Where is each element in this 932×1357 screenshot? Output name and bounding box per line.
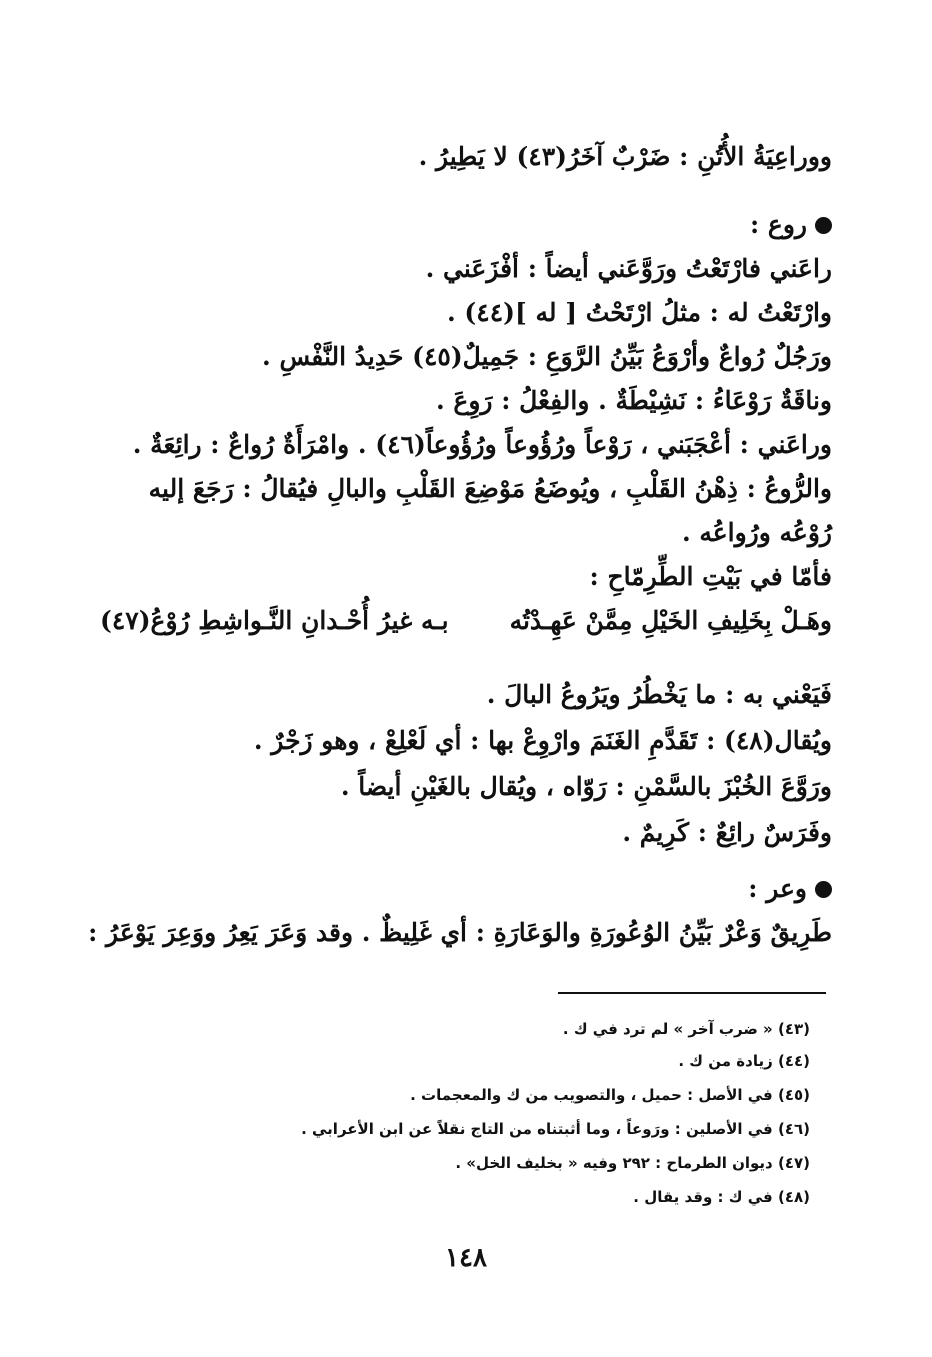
footnote-divider [558, 992, 826, 994]
bullet-icon [815, 217, 832, 234]
text-line: فأمّا في بَيْتِ الطِّرِمّاحِ : [589, 562, 832, 591]
heading-text: روع : [750, 210, 807, 239]
text-line: والرُّوعُ : ذِهْنُ القَلْبِ ، ويُوضَعُ مَوْضِعَ القَلْبِ والبالِ فيُقالُ : رَجَعَ إليه [148, 474, 832, 503]
verse-first-hemistich: وهَـلْ بِخَلِيفِ الخَيْلِ مِمَّنْ عَهِـدْتُه [509, 606, 832, 635]
text-line: طَرِيقٌ وَعْرٌ بَيِّنُ الوُعُورَةِ والوَعَارَةِ : أي غَلِيظٌ . وقد وَعَرَ يَعِرُ ووَعِرَ يَوْعَرُ : [88, 918, 832, 947]
text-line: ووراعِيَةُ الأُتُنِ : ضَرْبٌ آخَرُ(٤٣) لا يَطِيرُ . [418, 142, 832, 171]
poetry-verse [100, 604, 832, 638]
heading-text: وعر : [748, 874, 807, 903]
footnote: (٤٤) زيادة من ك . [678, 1052, 810, 1070]
section-heading-rawa [750, 208, 832, 242]
page-number: ١٤٨ [445, 1243, 487, 1273]
footnote: (٤٦) في الأصلين : ورَوعاً ، وما أثبتناه من التاج نقلاً عن ابن الأعرابي . [301, 1120, 810, 1138]
bullet-icon [815, 881, 832, 898]
text-line: ورَجُلٌ رُواعٌ وأرْوَعُ بَيِّنُ الرَّوَعِ : جَمِيلٌ(٤٥) حَدِيدُ النَّفْسِ . [262, 342, 832, 371]
text-line: رُوْعُه ورُواعُه . [681, 518, 832, 547]
footnote: (٤٣) « ضرب آخر » لم ترد في ك . [562, 1020, 810, 1038]
text-line: راعَني فارْتَعْتُ ورَوَّعَني أيضاً : أفْزَعَني . [425, 254, 832, 283]
text-line: وناقَةٌ رَوْعَاءُ : نَشِيْطَةٌ . والفِعْلُ : رَوِعَ . [436, 386, 832, 415]
text-line: وراعَني : أعْجَبَني ، رَوْعاً ورُؤُوعاً ورُؤُوعاً(٤٦) . وامْرَأَةٌ رُواعٌ : رائِعَةٌ . [132, 430, 832, 459]
text-line: ويُقال(٤٨) : تَقَدَّمِ الغَنَمَ وارْوِعْ بها : أي لَعْلِعْ ، وهو زَجْرٌ . [253, 726, 832, 755]
text-line: ورَوَّعَ الخُبْزَ بالسَّمْنِ : رَوّاه ، ويُقال بالغَيْنِ أيضاً . [340, 772, 832, 801]
footnote: (٤٧) ديوان الطرماح : ٢٩٢ وفيه « بخليف الخل» . [455, 1154, 810, 1172]
footnote: (٤٨) في ك : وقد يقال . [633, 1188, 810, 1206]
text-line: وارْتَعْتُ له : مثلُ ارْتَحْتُ [ له ](٤٤) . [447, 298, 832, 327]
text-line: فَيَعْني به : ما يَخْطُرُ ويَرُوعُ البالَ . [486, 680, 832, 709]
verse-second-hemistich: بـه غيرُ أُحْـدانِ النَّـواشِطِ رُوْعُ(٤٧) [100, 606, 449, 635]
text-line: وفَرَسٌ رائِعٌ : كَرِيمٌ . [622, 818, 832, 847]
section-heading-waar [748, 872, 832, 906]
footnote: (٤٥) في الأصل : حميل ، والتصويب من ك والمعجمات . [410, 1086, 810, 1104]
